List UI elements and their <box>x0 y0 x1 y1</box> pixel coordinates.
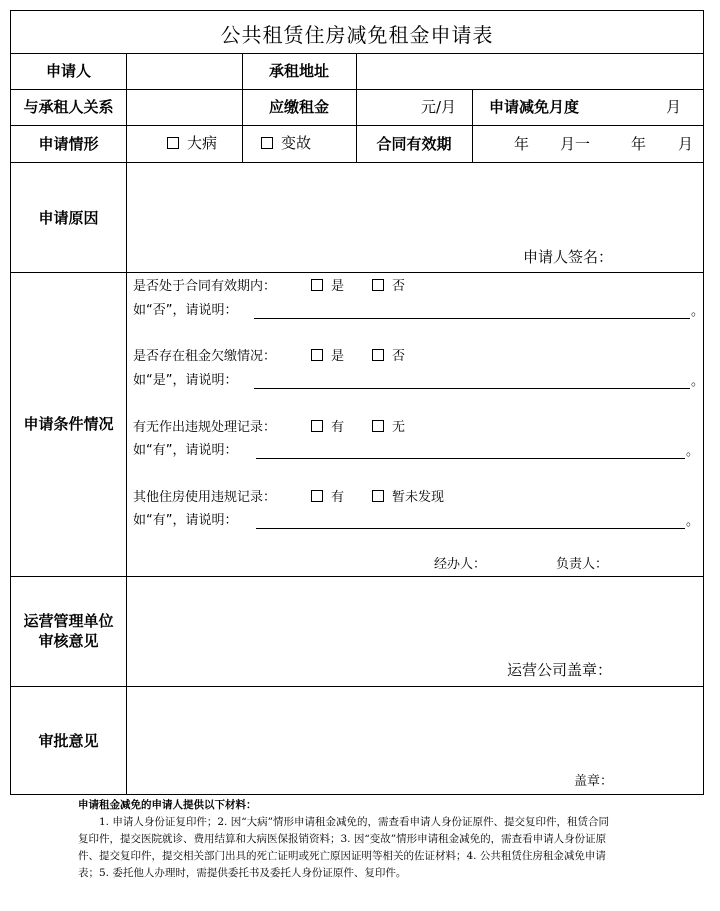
explain-line[interactable] <box>254 318 690 319</box>
row-divider <box>11 272 703 273</box>
option-incident[interactable]: 变故 <box>261 135 311 151</box>
handler-label: 经办人： <box>434 557 487 572</box>
month-unit: 月 <box>666 98 682 116</box>
checkbox[interactable] <box>311 490 323 502</box>
reason-field[interactable] <box>127 163 702 243</box>
relation-label: 与承租人关系 <box>23 98 114 116</box>
reduction-month-label: 申请减免月度 <box>488 98 579 116</box>
supervisor-label: 负责人： <box>556 557 609 572</box>
line-end-period: 。 <box>686 444 700 459</box>
explain-line[interactable] <box>254 388 690 389</box>
condition-question: 是否处于合同有效期内： <box>133 279 277 294</box>
condition-question: 有无作出违规处理记录： <box>133 420 277 435</box>
address-field[interactable] <box>357 54 702 88</box>
application-form <box>10 10 704 795</box>
condition-question: 其他住房使用违规记录： <box>133 490 277 505</box>
checkbox[interactable] <box>311 349 323 361</box>
address-label: 承租地址 <box>268 62 329 80</box>
checkbox[interactable] <box>311 279 323 291</box>
ops-review-field[interactable] <box>127 577 702 657</box>
explain-line[interactable] <box>256 458 685 459</box>
applicant-field[interactable] <box>127 54 241 88</box>
rent-due-label: 应缴租金 <box>268 98 329 116</box>
line-end-period: 。 <box>691 374 705 389</box>
option-no[interactable]: 否 <box>372 279 405 295</box>
ops-review-label <box>11 611 126 651</box>
contract-end-year: 年 <box>631 135 647 153</box>
form-title: 公共租赁住房减免租金申请表 <box>220 23 494 47</box>
rent-unit: 元/月 <box>421 98 457 116</box>
option-no[interactable]: 否 <box>372 349 405 365</box>
checkbox[interactable] <box>261 137 273 149</box>
approval-field[interactable] <box>127 687 702 767</box>
ops-company-seal: 运营公司盖章： <box>507 661 613 679</box>
row-divider <box>11 125 703 126</box>
approval-seal: 盖章： <box>574 774 614 789</box>
applicant-signature: 申请人签名： <box>523 248 614 266</box>
contract-start-year: 年 <box>514 135 530 153</box>
option-none[interactable]: 无 <box>372 420 405 436</box>
option-not-found[interactable]: 暂未发现 <box>372 490 444 506</box>
reason-label: 申请原因 <box>38 209 99 227</box>
checkbox[interactable] <box>372 490 384 502</box>
line-end-period: 。 <box>686 514 700 529</box>
checkbox[interactable] <box>372 279 384 291</box>
contract-valid-label: 合同有效期 <box>376 135 452 153</box>
ops-review-label-line2: 审核意见 <box>38 632 99 650</box>
option-illness[interactable]: 大病 <box>167 135 217 151</box>
explain-line[interactable] <box>256 528 685 529</box>
explain-label: 如“否”，请说明： <box>133 303 238 318</box>
option-has[interactable]: 有 <box>311 490 344 506</box>
option-yes[interactable]: 是 <box>311 349 344 365</box>
materials-note <box>78 797 618 882</box>
explain-label: 如“有”，请说明： <box>133 443 238 458</box>
option-yes[interactable]: 是 <box>311 279 344 295</box>
materials-list: 1. 申请人身份证复印件；2. 因“大病”情形申请租金减免的，需查看申请人身份证原件、提交复印件，租赁合同复印件，提交医院就诊、费用结算和大病医保报销资料；3. 因“变故”情形申请租金减免的，需查看申请人身份证原件、提交复印件，提交相关部门出具的死亡证明或死亡原因证明等相关的佐证材料；4. 公共租赁住房租金减免申请表；5. 委托他人办理时，需提供委托书及委托人身份证原件、复印件。 <box>78 816 609 879</box>
conditions-label: 申请条件情况 <box>23 415 114 433</box>
contract-start-month: 月一 <box>560 135 591 153</box>
materials-heading: 申请租金减免的申请人提供以下材料： <box>78 799 257 811</box>
ops-review-label-line1: 运营管理单位 <box>23 612 114 630</box>
checkbox[interactable] <box>167 137 179 149</box>
row-divider <box>11 89 703 90</box>
applicant-label: 申请人 <box>45 62 91 80</box>
condition-question: 是否存在租金欠缴情况： <box>133 349 277 364</box>
option-has[interactable]: 有 <box>311 420 344 436</box>
relation-field[interactable] <box>127 90 241 124</box>
checkbox[interactable] <box>372 420 384 432</box>
approval-label: 审批意见 <box>38 732 99 750</box>
explain-label: 如“是”，请说明： <box>133 373 238 388</box>
situation-label: 申请情形 <box>38 135 99 153</box>
line-end-period: 。 <box>691 304 705 319</box>
explain-label: 如“有”，请说明： <box>133 513 238 528</box>
checkbox[interactable] <box>372 349 384 361</box>
checkbox[interactable] <box>311 420 323 432</box>
contract-end-month: 月 <box>678 135 694 153</box>
